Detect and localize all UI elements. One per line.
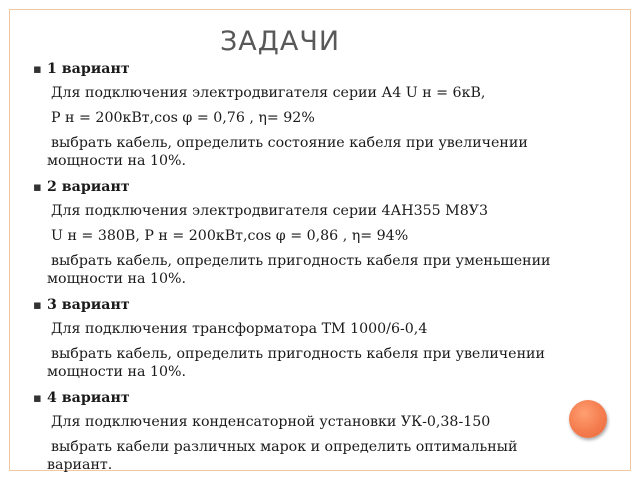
variant-3 <box>33 296 588 381</box>
variant-condition-line: Для подключения электродвигателя серии 4АН355 М8У3 <box>51 203 489 219</box>
bullet-icon: ▪ <box>33 391 42 406</box>
variant-1 <box>33 60 588 170</box>
variant-task-line-2: мощности на 10%. <box>47 364 186 380</box>
variant-task <box>33 345 588 381</box>
slide-title: ЗАДАЧИ <box>219 26 341 57</box>
variant-heading-text: 2 вариант <box>47 179 130 195</box>
variant-heading <box>33 178 588 196</box>
variant-condition-line: Для подключения электродвигателя серии А4 U н = 6кВ, <box>51 85 486 101</box>
variant-heading-text: 1 вариант <box>47 61 130 77</box>
variant-task-line-2: мощности на 10%. <box>47 153 186 169</box>
slide-content <box>33 60 588 480</box>
bullet-icon: ▪ <box>33 180 42 195</box>
variant-2 <box>33 178 588 288</box>
variant-heading-text: 4 вариант <box>47 390 130 406</box>
variant-heading <box>33 389 588 407</box>
variant-task <box>33 438 588 474</box>
decorative-circle-icon <box>569 400 607 438</box>
variant-task-line-2: мощности на 10%. <box>47 271 186 287</box>
variant-parameters-line: Р н = 200кВт,cos φ = 0,76 , η= 92% <box>51 110 315 126</box>
variant-4 <box>33 389 588 474</box>
variant-task-line-1: выбрать кабель, определить состояние кабеля при увеличении <box>51 135 528 151</box>
variant-task-line-1: выбрать кабель, определить пригодность кабеля при увеличении <box>51 346 545 362</box>
variant-task <box>33 252 588 288</box>
variant-condition-line: Для подключения трансформатора ТМ 1000/6-0,4 <box>51 321 428 337</box>
variant-task-line-1: выбрать кабели различных марок и определить оптимальный <box>51 439 518 455</box>
variant-heading-text: 3 вариант <box>47 297 130 313</box>
variant-parameters-line: U н = 380В, Р н = 200кВт,cos φ = 0,86 , η= 94% <box>51 228 409 244</box>
variant-task-line-2: вариант. <box>47 457 113 473</box>
variant-heading <box>33 296 588 314</box>
bullet-icon: ▪ <box>33 62 42 77</box>
variant-condition-line: Для подключения конденсаторной установки УК-0,38-150 <box>51 414 491 430</box>
variant-task-line-1: выбрать кабель, определить пригодность кабеля при уменьшении <box>51 253 551 269</box>
bullet-icon: ▪ <box>33 298 42 313</box>
variant-heading <box>33 60 588 78</box>
variant-task <box>33 134 588 170</box>
